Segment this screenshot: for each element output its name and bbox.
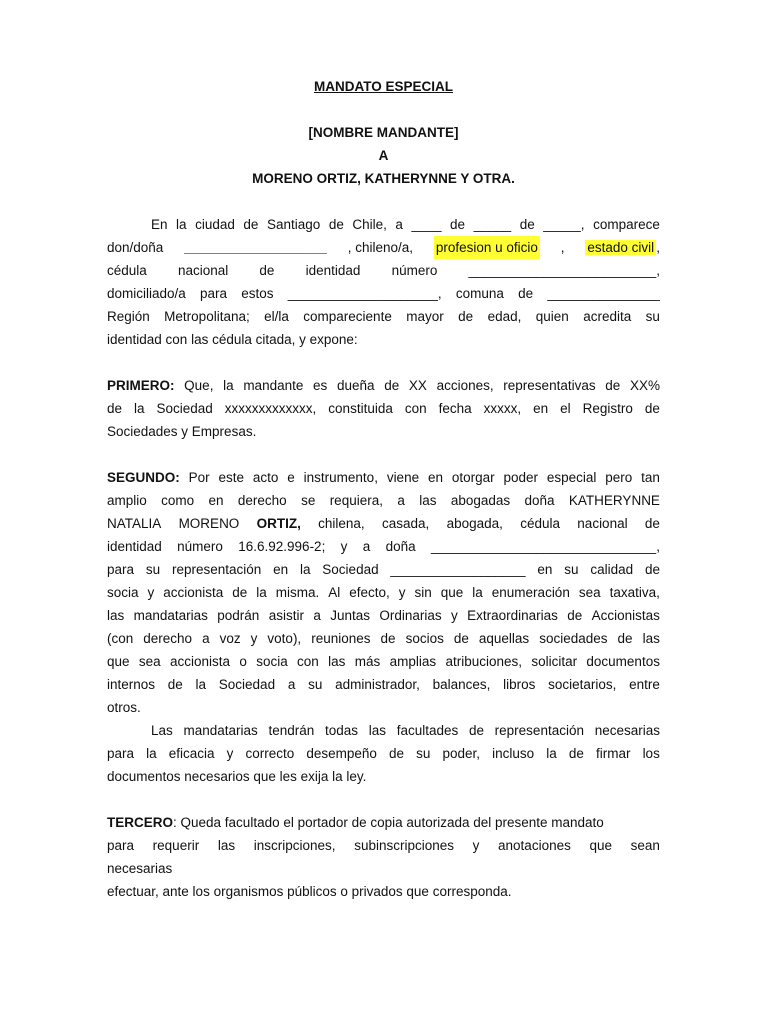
word: derecho	[237, 493, 287, 508]
word: chilena,	[318, 516, 365, 531]
word: representación	[171, 562, 262, 577]
word: a	[287, 677, 296, 692]
word: En	[151, 217, 168, 232]
word: de	[232, 585, 248, 600]
tercero-line-3: necesarias	[107, 861, 173, 876]
word: pero	[605, 470, 633, 485]
word: desempeño	[306, 746, 377, 761]
word: cédula	[520, 516, 560, 531]
word: ____________________,	[287, 286, 442, 301]
word: de	[259, 263, 275, 278]
estado-civil-highlight: estado civil	[587, 240, 655, 255]
word: las	[642, 631, 660, 646]
intro-line-5	[107, 305, 660, 328]
word: sea	[578, 585, 601, 600]
word: doña	[524, 493, 555, 508]
word: las	[328, 654, 346, 669]
word: socia	[107, 585, 139, 600]
word: nacional	[577, 516, 628, 531]
word: y	[472, 838, 480, 853]
word: en	[533, 401, 549, 416]
word: de	[518, 286, 534, 301]
word: de	[380, 631, 396, 646]
word: identidad	[305, 263, 361, 278]
word: nacional	[177, 263, 229, 278]
word: los	[642, 746, 660, 761]
word: _____,	[543, 217, 585, 232]
word: la	[195, 677, 207, 692]
tercero-line-1	[107, 811, 660, 834]
document-body	[107, 75, 660, 903]
word: Juntas	[330, 608, 370, 623]
word: y	[340, 539, 348, 554]
word: NATALIA	[107, 516, 162, 531]
word: entre	[629, 677, 660, 692]
segundo-line-11: otros.	[107, 700, 141, 715]
word: estos	[241, 286, 274, 301]
word: KATHERYNNE	[568, 493, 660, 508]
word: su	[145, 562, 161, 577]
word: Que,	[184, 378, 214, 393]
intro-nationality: , chileno/a,	[347, 240, 413, 255]
word: amplias	[389, 654, 437, 669]
word: en	[208, 493, 224, 508]
word: mandatarias	[133, 608, 208, 623]
word: Sociedad	[322, 562, 379, 577]
word: comparece	[593, 217, 660, 232]
word: para	[200, 286, 228, 301]
word: las	[107, 608, 125, 623]
word: la	[472, 585, 483, 600]
segundo-p2-line-2	[107, 742, 660, 765]
word: libros	[503, 677, 536, 692]
word: y	[250, 631, 258, 646]
word: anotaciones	[498, 838, 571, 853]
word: de	[167, 677, 183, 692]
word: quien	[535, 309, 569, 324]
word: su	[416, 746, 431, 761]
word: identidad	[107, 539, 162, 554]
word: la	[176, 217, 187, 232]
word: Las	[151, 723, 173, 738]
word: de	[617, 631, 633, 646]
word: mayor	[406, 309, 444, 324]
word: o	[239, 654, 247, 669]
word: abogada,	[446, 516, 503, 531]
word: voto),	[267, 631, 302, 646]
word: ______________________________,	[430, 539, 660, 554]
word: representativas	[503, 378, 596, 393]
intro-line-3	[107, 259, 660, 282]
word: en	[537, 562, 553, 577]
word: ____	[411, 217, 442, 232]
word: para	[107, 838, 135, 853]
word: se	[301, 493, 316, 508]
segundo-label: SEGUNDO:	[107, 470, 180, 485]
word: dueña	[336, 378, 375, 393]
word: firmar	[595, 746, 631, 761]
word: Al	[328, 585, 341, 600]
word: administrador,	[335, 677, 420, 692]
intro-line-4	[107, 282, 660, 305]
word: Registro	[582, 401, 633, 416]
word: de	[605, 378, 621, 393]
word: Ordinarias	[379, 608, 442, 623]
word: aquellas	[478, 631, 530, 646]
word: taxativa,	[609, 585, 660, 600]
word: asistir	[268, 608, 304, 623]
word: Región	[107, 309, 150, 324]
word: facultades	[396, 723, 459, 738]
word: a	[313, 608, 321, 623]
word: amplio	[107, 493, 147, 508]
word: tan	[641, 470, 660, 485]
word: sociedades	[539, 631, 608, 646]
word: compareciente	[303, 309, 392, 324]
word: solicitar	[531, 654, 578, 669]
word: Por	[188, 470, 210, 485]
word: podrán	[217, 608, 260, 623]
word: mandante	[243, 378, 304, 393]
segundo-line-10	[107, 673, 660, 696]
word: con	[297, 654, 319, 669]
word: 16.6.92.996-2;	[238, 539, 326, 554]
word: Extraordinarias	[467, 608, 558, 623]
word: calidad	[590, 562, 634, 577]
tercero-clause	[107, 811, 660, 903]
word: ciudad	[195, 217, 235, 232]
word: __________________	[390, 562, 526, 577]
word: XX%	[629, 378, 660, 393]
intro-line-2	[107, 236, 660, 259]
word: _________________________,	[468, 263, 660, 278]
word: su	[308, 677, 323, 692]
word: la	[134, 401, 145, 416]
segundo-p2-line-1	[107, 719, 660, 742]
tercero-line-1-text: : Queda facultado el portador de copia autorizada del presente mandato	[173, 815, 604, 830]
word: de	[328, 217, 344, 232]
primero-label: PRIMERO:	[107, 378, 175, 393]
word: sin	[414, 585, 432, 600]
word: derecho	[143, 631, 193, 646]
word: requerir	[152, 838, 200, 853]
segundo-line-9	[107, 650, 660, 673]
tercero-line-2	[107, 834, 660, 857]
word: eficacia	[168, 746, 215, 761]
tercero-label: TERCERO	[107, 815, 174, 830]
word: para	[107, 746, 135, 761]
document-title	[107, 75, 660, 98]
word: (con	[107, 631, 134, 646]
word: de	[384, 378, 400, 393]
word: a	[202, 631, 210, 646]
word: subinscripciones	[354, 838, 454, 853]
segundo-line-1	[107, 466, 660, 489]
word: para	[107, 562, 135, 577]
word: la	[223, 378, 234, 393]
intro-line-1	[107, 213, 660, 236]
segundo-line-7	[107, 604, 660, 627]
word: Metropolitana;	[164, 309, 250, 324]
word: doña	[385, 539, 416, 554]
word: e	[287, 470, 295, 485]
word: MORENO	[178, 516, 240, 531]
word: sea	[138, 654, 161, 669]
word: xxxxx,	[483, 401, 522, 416]
mandante-heading: [NOMBRE MANDANTE]	[308, 125, 459, 140]
segundo-line-6	[107, 581, 660, 604]
intro-comma: ,	[560, 240, 565, 255]
word: a	[362, 539, 371, 554]
word: sean	[630, 838, 660, 853]
word: _____	[473, 217, 512, 232]
word: representación	[494, 723, 584, 738]
word: de	[107, 401, 123, 416]
word: documentos	[586, 654, 660, 669]
word: de	[568, 746, 584, 761]
word: a	[395, 217, 403, 232]
segundo-p2-line-3: documentos necesarios que les exija la ley.	[107, 769, 367, 784]
word: acredita	[583, 309, 632, 324]
word: Sociedad	[218, 677, 276, 692]
word: socios	[405, 631, 444, 646]
word: cédula	[107, 263, 147, 278]
estado-civil-group	[585, 236, 660, 259]
word: y	[450, 608, 458, 623]
word: las	[419, 493, 437, 508]
word: de	[450, 217, 466, 232]
word: en	[427, 470, 443, 485]
word: accionista	[169, 654, 231, 669]
mandatarios-heading: MORENO ORTIZ, KATHERYNNE Y OTRA.	[252, 171, 515, 186]
word: socia	[256, 654, 288, 669]
primero-clause	[107, 374, 660, 443]
word: la	[256, 585, 267, 600]
word: reuniones	[311, 631, 371, 646]
segundo-line-2	[107, 489, 660, 512]
word: como	[161, 493, 195, 508]
profesion-highlight: profesion u oficio	[434, 236, 540, 259]
word: viene	[386, 470, 420, 485]
word: y	[147, 585, 155, 600]
word: de	[644, 562, 660, 577]
word: de	[468, 723, 484, 738]
word: todas	[324, 723, 359, 738]
word: en	[273, 562, 289, 577]
word: incluso	[492, 746, 535, 761]
word: edad,	[487, 309, 522, 324]
word: necesarias	[594, 723, 660, 738]
word: correcto	[245, 746, 295, 761]
word: XX	[408, 378, 427, 393]
word: y	[398, 585, 406, 600]
primero-line-3: Sociedades y Empresas.	[107, 424, 257, 439]
tercero-line-4: efectuar, ante los organismos públicos o privados que corresponda.	[107, 884, 512, 899]
word: que	[440, 585, 464, 600]
word: es	[313, 378, 328, 393]
word: que	[589, 838, 613, 853]
word: xxxxxxxxxxxxx,	[224, 401, 317, 416]
word: Santiago	[266, 217, 321, 232]
word: de	[644, 516, 660, 531]
word: domiciliado/a	[107, 286, 186, 301]
word: de	[519, 217, 535, 232]
word: las	[368, 723, 386, 738]
intro-name-blank: ___________________	[184, 240, 327, 255]
word: inscripciones,	[253, 838, 336, 853]
word: de	[644, 401, 660, 416]
word: otorgar	[451, 470, 495, 485]
title-text: MANDATO ESPECIAL	[313, 79, 453, 94]
word: accionista	[163, 585, 224, 600]
segundo-clause	[107, 466, 660, 788]
word: especial	[546, 470, 597, 485]
word: misma.	[275, 585, 320, 600]
word: la	[299, 562, 311, 577]
word: internos	[107, 677, 156, 692]
connector-heading: A	[378, 148, 389, 163]
segundo-line-4	[107, 535, 660, 558]
word: y	[226, 746, 234, 761]
word: su	[564, 562, 579, 577]
word: voz	[219, 631, 241, 646]
word: constituida	[328, 401, 393, 416]
segundo-line-5	[107, 558, 660, 581]
word: de	[243, 217, 259, 232]
word: el	[560, 401, 571, 416]
word: poder	[503, 470, 539, 485]
word: de	[567, 608, 583, 623]
word: su	[645, 309, 660, 324]
word: Accionistas	[591, 608, 660, 623]
word: requiera,	[329, 493, 383, 508]
word: acciones,	[436, 378, 494, 393]
word: comuna	[455, 286, 504, 301]
word: mandatarias	[183, 723, 258, 738]
word: número	[177, 539, 223, 554]
word: más	[354, 654, 381, 669]
word: de	[388, 746, 405, 761]
word: la	[546, 746, 557, 761]
segundo-line-8	[107, 627, 660, 650]
primero-line-1	[107, 374, 660, 397]
word: número	[391, 263, 438, 278]
word: el/la	[264, 309, 289, 324]
word: efecto,	[349, 585, 390, 600]
word: la	[146, 746, 157, 761]
word: balances,	[432, 677, 491, 692]
word: tendrán	[268, 723, 315, 738]
segundo-line-3	[107, 512, 660, 535]
intro-end-comma: ,	[656, 240, 660, 255]
word: instrumento,	[303, 470, 378, 485]
word: que	[107, 654, 130, 669]
word: de	[458, 309, 474, 324]
word: con	[404, 401, 427, 416]
word: las	[217, 838, 236, 853]
word: Sociedad	[156, 401, 213, 416]
word: fecha	[438, 401, 472, 416]
word: societarios,	[548, 677, 617, 692]
word: casada,	[382, 516, 430, 531]
word: acto	[252, 470, 279, 485]
word: Chile,	[352, 217, 387, 232]
word: poder,	[442, 746, 481, 761]
intro-don-dona: don/doña	[107, 240, 164, 255]
word: a	[397, 493, 405, 508]
word: abogadas	[450, 493, 511, 508]
word: de	[453, 631, 469, 646]
word: este	[218, 470, 245, 485]
word: _______________	[547, 286, 660, 301]
word: atribuciones,	[445, 654, 522, 669]
primero-line-2	[107, 397, 660, 420]
intro-line-6: identidad con las cédula citada, y expone:	[107, 332, 358, 347]
word: ORTIZ,	[256, 516, 301, 531]
intro-paragraph	[107, 213, 660, 351]
word: enumeración	[491, 585, 570, 600]
